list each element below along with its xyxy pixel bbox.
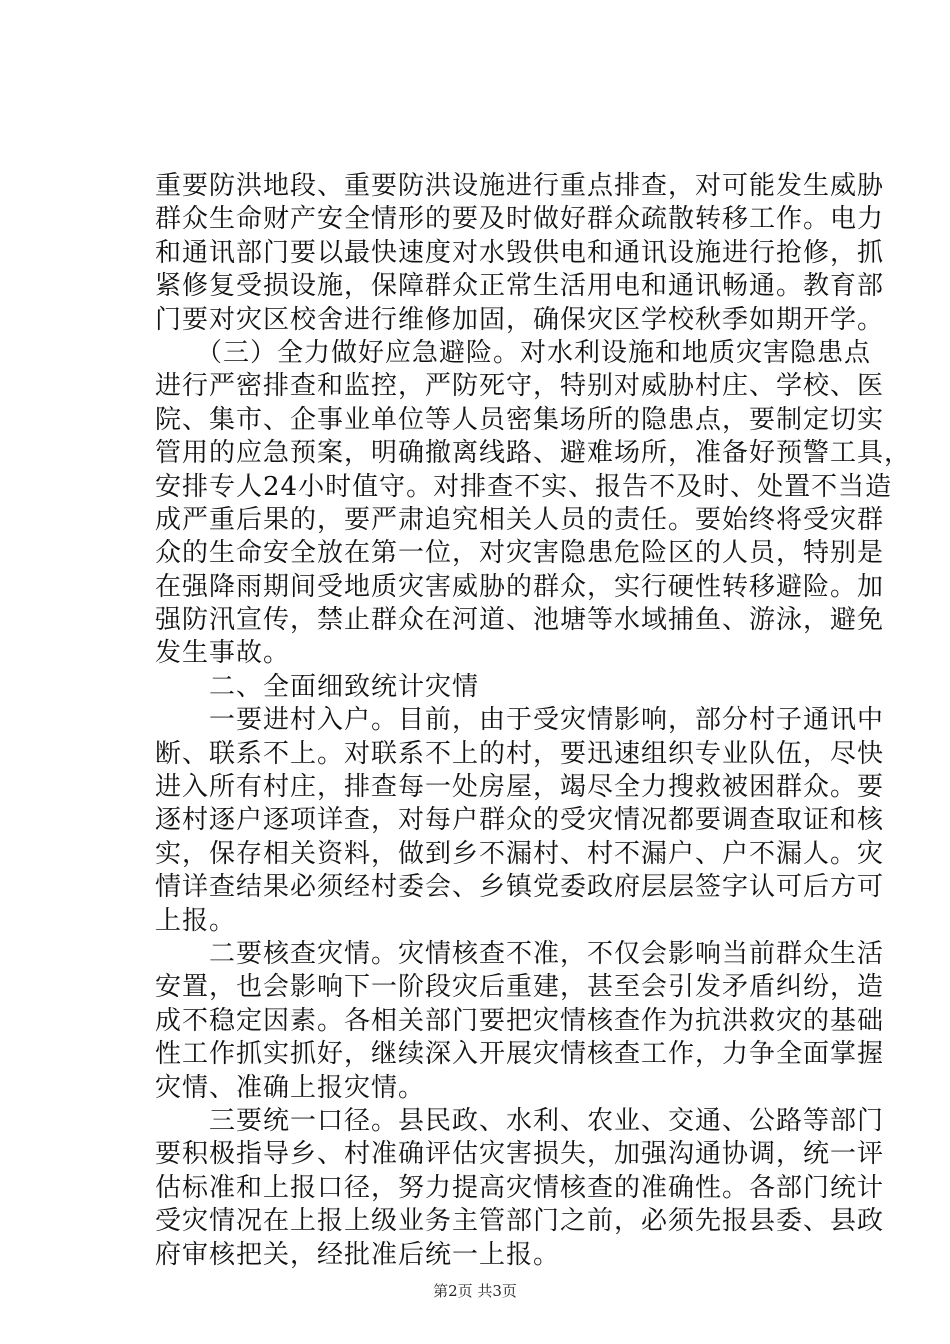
text-line: 安置，也会影响下一阶段灾后重建，甚至会引发矛盾纠纷，造 xyxy=(155,972,885,1003)
text-line: 实，保存相关资料，做到乡不漏村、村不漏户、户不漏人。灾 xyxy=(155,838,885,869)
text-line: 进入所有村庄，排查每一处房屋，竭尽全力搜救被困群众。要 xyxy=(155,772,885,803)
text-line: 三要统一口径。县民政、水利、农业、交通、公路等部门 xyxy=(155,1105,885,1136)
text-line: 成不稳定因素。各相关部门要把灾情核查作为抗洪救灾的基础 xyxy=(155,1005,885,1036)
text-line: 情详查结果必须经村委会、乡镇党委政府层层签字认可后方可 xyxy=(155,872,885,903)
text-line: 上报。 xyxy=(155,905,237,936)
text-line: 要积极指导乡、村准确评估灾害损失，加强沟通协调，统一评 xyxy=(155,1139,885,1170)
text-line: （三）全力做好应急避险。对水利设施和地质灾害隐患点 xyxy=(155,337,872,368)
text-line: 门要对灾区校舍进行维修加固，确保灾区学校秋季如期开学。 xyxy=(155,304,885,335)
text-line: 二要核查灾情。灾情核查不准，不仅会影响当前群众生活 xyxy=(155,938,885,969)
text-line: 受灾情况在上报上级业务主管部门之前，必须先报县委、县政 xyxy=(155,1206,885,1237)
text-line: 灾情、准确上报灾情。 xyxy=(155,1072,426,1103)
text-line: 成严重后果的，要严肃追究相关人员的责任。要始终将受灾群 xyxy=(155,504,885,535)
document-body xyxy=(155,170,912,1272)
text-line: 断、联系不上。对联系不上的村，要迅速组织专业队伍，尽快 xyxy=(155,738,885,769)
text-line: 发生事故。 xyxy=(155,638,291,669)
text-line: 性工作抓实抓好，继续深入开展灾情核查工作，力争全面掌握 xyxy=(155,1039,885,1070)
text-line: 安排专人24小时值守。对排查不实、报告不及时、处置不当造 xyxy=(155,471,893,502)
text-line: 府审核把关，经批准后统一上报。 xyxy=(155,1239,561,1270)
page-number-footer: 第2页 共3页 xyxy=(433,1282,517,1300)
text-line: 逐村逐户逐项详查，对每户群众的受灾情况都要调查取证和核 xyxy=(155,805,885,836)
text-line: 一要进村入户。目前，由于受灾情影响，部分村子通讯中 xyxy=(155,705,885,736)
text-line: 和通讯部门要以最快速度对水毁供电和通讯设施进行抢修，抓 xyxy=(155,237,885,268)
text-line: 众的生命安全放在第一位，对灾害隐患危险区的人员，特别是 xyxy=(155,538,885,569)
text-line: 群众生命财产安全情形的要及时做好群众疏散转移工作。电力 xyxy=(155,204,885,235)
text-line: 紧修复受损设施，保障群众正常生活用电和通讯畅通。教育部 xyxy=(155,271,885,302)
text-line: 强防汛宣传，禁止群众在河道、池塘等水域捕鱼、游泳，避免 xyxy=(155,605,885,636)
text-line: 进行严密排查和监控，严防死守，特别对威胁村庄、学校、医 xyxy=(155,371,885,402)
text-line: 二、全面细致统计灾情 xyxy=(155,671,480,702)
text-line: 管用的应急预案，明确撤离线路、避难场所，准备好预警工具， xyxy=(155,438,912,469)
text-line: 在强降雨期间受地质灾害威胁的群众，实行硬性转移避险。加 xyxy=(155,571,885,602)
text-line: 估标准和上报口径，努力提高灾情核查的准确性。各部门统计 xyxy=(155,1172,885,1203)
text-line: 院、集市、企事业单位等人员密集场所的隐患点，要制定切实 xyxy=(155,404,885,435)
text-line: 重要防洪地段、重要防洪设施进行重点排查，对可能发生威胁 xyxy=(155,171,885,201)
